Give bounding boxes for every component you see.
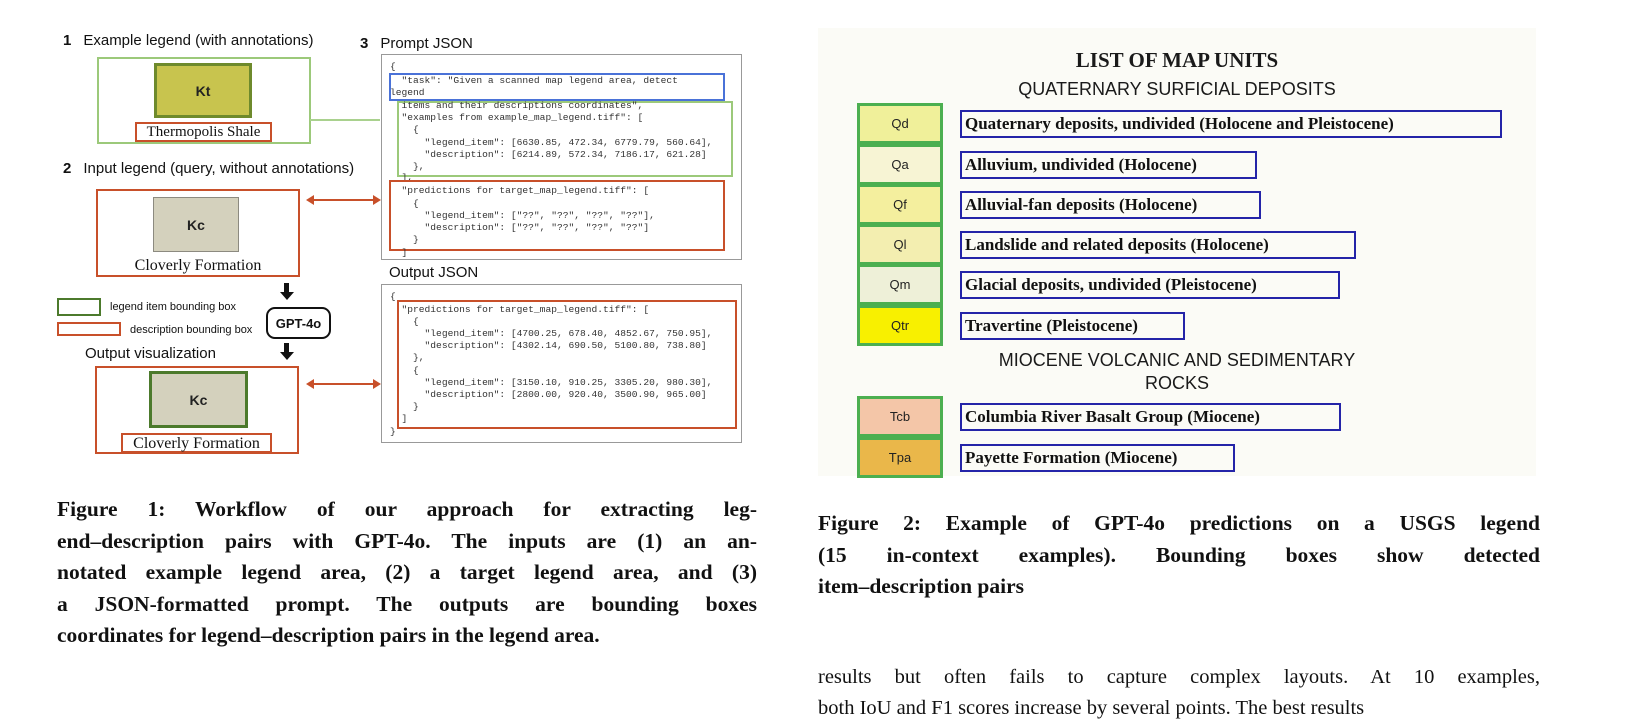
map-unit-code: Qa bbox=[891, 157, 909, 172]
figure-1 bbox=[0, 0, 800, 707]
step-2-label: 2 Input legend (query, without annotations) bbox=[63, 160, 355, 177]
json-line: { bbox=[390, 124, 419, 135]
legend-swatch-kc-input: Kc bbox=[153, 197, 239, 252]
figure-2-legend-image bbox=[818, 28, 1536, 476]
json-line: "description": [2800.00, 920.40, 3500.90, 965.00] bbox=[390, 389, 707, 400]
json-line: } bbox=[390, 234, 419, 245]
description-thermopolis: Thermopolis Shale bbox=[135, 122, 272, 142]
json-line: "legend_item": [3150.10, 910.25, 3305.20, 980.30], bbox=[390, 377, 713, 388]
legend-swatch-kt: Kt bbox=[154, 63, 252, 118]
map-unit-swatch bbox=[857, 224, 943, 265]
down-arrowhead-icon-bottom bbox=[280, 352, 294, 360]
json-line: "examples from example_map_legend.tiff": [ bbox=[390, 112, 644, 123]
output-legend-panel bbox=[95, 366, 299, 454]
section-quaternary: QUATERNARY SURFICIAL DEPOSITS bbox=[1018, 79, 1336, 99]
json-line: { bbox=[390, 365, 419, 376]
map-unit-code: Ql bbox=[893, 237, 907, 252]
input-legend-panel bbox=[96, 189, 300, 277]
section-miocene-line2: ROCKS bbox=[1144, 373, 1209, 393]
description-cloverly-input: Cloverly Formation bbox=[134, 257, 262, 274]
output-json-box bbox=[381, 284, 742, 443]
json-line: legend bbox=[390, 87, 425, 98]
json-line: "predictions for target_map_legend.tiff": [ bbox=[390, 185, 650, 196]
example-legend-panel bbox=[97, 57, 311, 144]
json-line: { bbox=[390, 198, 419, 209]
map-unit-code: Tpa bbox=[888, 450, 912, 465]
map-unit-swatch bbox=[857, 437, 943, 478]
json-line: ] bbox=[390, 247, 408, 258]
json-line: { bbox=[390, 316, 419, 327]
arrowhead-right-icon bbox=[373, 195, 381, 205]
json-line: "legend_item": ["??", "??", "??", "??"], bbox=[390, 210, 655, 221]
body-text: results but often fails to capture complex layouts. At 10 examples, both IoU and F1 scores increase by several points. The best results bbox=[818, 666, 1540, 719]
json-line: "description": [6214.89, 572.34, 7186.17, 621.28] bbox=[390, 149, 707, 160]
map-unit-description: Travertine (Pleistocene) bbox=[960, 312, 1185, 340]
map-unit-code: Qtr bbox=[890, 318, 910, 333]
json-line: "predictions for target_map_legend.tiff": [ bbox=[390, 304, 650, 315]
down-arrowhead-icon-top bbox=[280, 292, 294, 300]
map-unit-swatch bbox=[857, 103, 943, 144]
json-line: "task": "Given a scanned map legend area, detect bbox=[390, 75, 678, 86]
legend-swatch-kc-output: Kc bbox=[149, 371, 248, 428]
map-unit-description: Glacial deposits, undivided (Pleistocene) bbox=[960, 271, 1340, 299]
connector-green bbox=[310, 119, 380, 121]
map-unit-description: Alluvial-fan deposits (Holocene) bbox=[960, 191, 1261, 219]
map-unit-code: Qm bbox=[889, 277, 911, 292]
gpt-4o-model-box: GPT-4o bbox=[266, 307, 331, 339]
section-miocene-line1: MIOCENE VOLCANIC AND SEDIMENTARY bbox=[998, 350, 1356, 370]
map-unit-code: Tcb bbox=[889, 409, 911, 424]
key-desc-box-icon bbox=[57, 322, 121, 336]
json-line: "description": [4302.14, 690.50, 5100.80, 738.80] bbox=[390, 340, 707, 351]
map-unit-swatch bbox=[857, 305, 943, 346]
json-line: }, bbox=[390, 161, 425, 172]
figure-1-caption: Figure 1: Workflow of our approach for extracting leg- end–description pairs with GPT-4o. The inputs are (1) an an- notated example legend area, (2) a target legend area, and (3) a JSON-formatted prompt. The outputs are bounding boxes coordinates for legend–description pairs in the legend area. bbox=[57, 497, 757, 647]
json-line: { bbox=[390, 61, 396, 72]
map-unit-description: Payette Formation (Miocene) bbox=[960, 444, 1235, 472]
connector-input-arrow bbox=[312, 199, 376, 201]
arrowhead-left-icon bbox=[306, 195, 314, 205]
json-line: ] bbox=[390, 413, 408, 424]
map-unit-description: Columbia River Basalt Group (Miocene) bbox=[960, 403, 1341, 431]
map-units-title: LIST OF MAP UNITS bbox=[1075, 48, 1279, 72]
json-line: ], bbox=[390, 172, 414, 183]
json-line: { bbox=[390, 291, 396, 302]
step-1-label: 1 Example legend (with annotations) bbox=[63, 32, 314, 49]
map-unit-swatch bbox=[857, 396, 943, 437]
step-3-label: 3 Prompt JSON bbox=[360, 35, 473, 52]
figure-2-caption: Figure 2: Example of GPT-4o predictions on a USGS legend (15 in-context examples). Bounding boxes show detected item–description pairs bbox=[818, 511, 1540, 598]
map-unit-code: Qd bbox=[891, 116, 909, 131]
json-line: items and their descriptions coordinates", bbox=[390, 100, 644, 111]
key-desc-label: description bounding box bbox=[130, 324, 253, 336]
map-unit-description: Landslide and related deposits (Holocene) bbox=[960, 231, 1356, 259]
arrowhead-left-icon-2 bbox=[306, 379, 314, 389]
arrowhead-right-icon-2 bbox=[373, 379, 381, 389]
json-line: "description": ["??", "??", "??", "??"] bbox=[390, 222, 650, 233]
output-predictions-box bbox=[397, 300, 737, 429]
json-line: } bbox=[390, 426, 396, 437]
map-unit-code: Qf bbox=[893, 197, 907, 212]
output-visualization-label: Output visualization bbox=[85, 345, 216, 362]
description-cloverly-output: Cloverly Formation bbox=[121, 433, 272, 453]
json-line: } bbox=[390, 401, 419, 412]
json-line: }, bbox=[390, 352, 425, 363]
map-unit-swatch bbox=[857, 264, 943, 305]
key-item-box-icon bbox=[57, 298, 101, 316]
key-item-label: legend item bounding box bbox=[110, 301, 236, 313]
prompt-json-box bbox=[381, 54, 742, 260]
json-line: "legend_item": [4700.25, 678.40, 4852.67, 750.95], bbox=[390, 328, 713, 339]
map-unit-description: Quaternary deposits, undivided (Holocene and Pleistocene) bbox=[960, 110, 1502, 138]
json-line: "legend_item": [6630.85, 472.34, 6779.79, 560.64], bbox=[390, 137, 713, 148]
output-json-title: Output JSON bbox=[389, 264, 479, 281]
map-unit-swatch bbox=[857, 184, 943, 225]
map-unit-description: Alluvium, undivided (Holocene) bbox=[960, 151, 1257, 179]
connector-output-arrow bbox=[312, 383, 376, 385]
map-unit-swatch bbox=[857, 144, 943, 185]
